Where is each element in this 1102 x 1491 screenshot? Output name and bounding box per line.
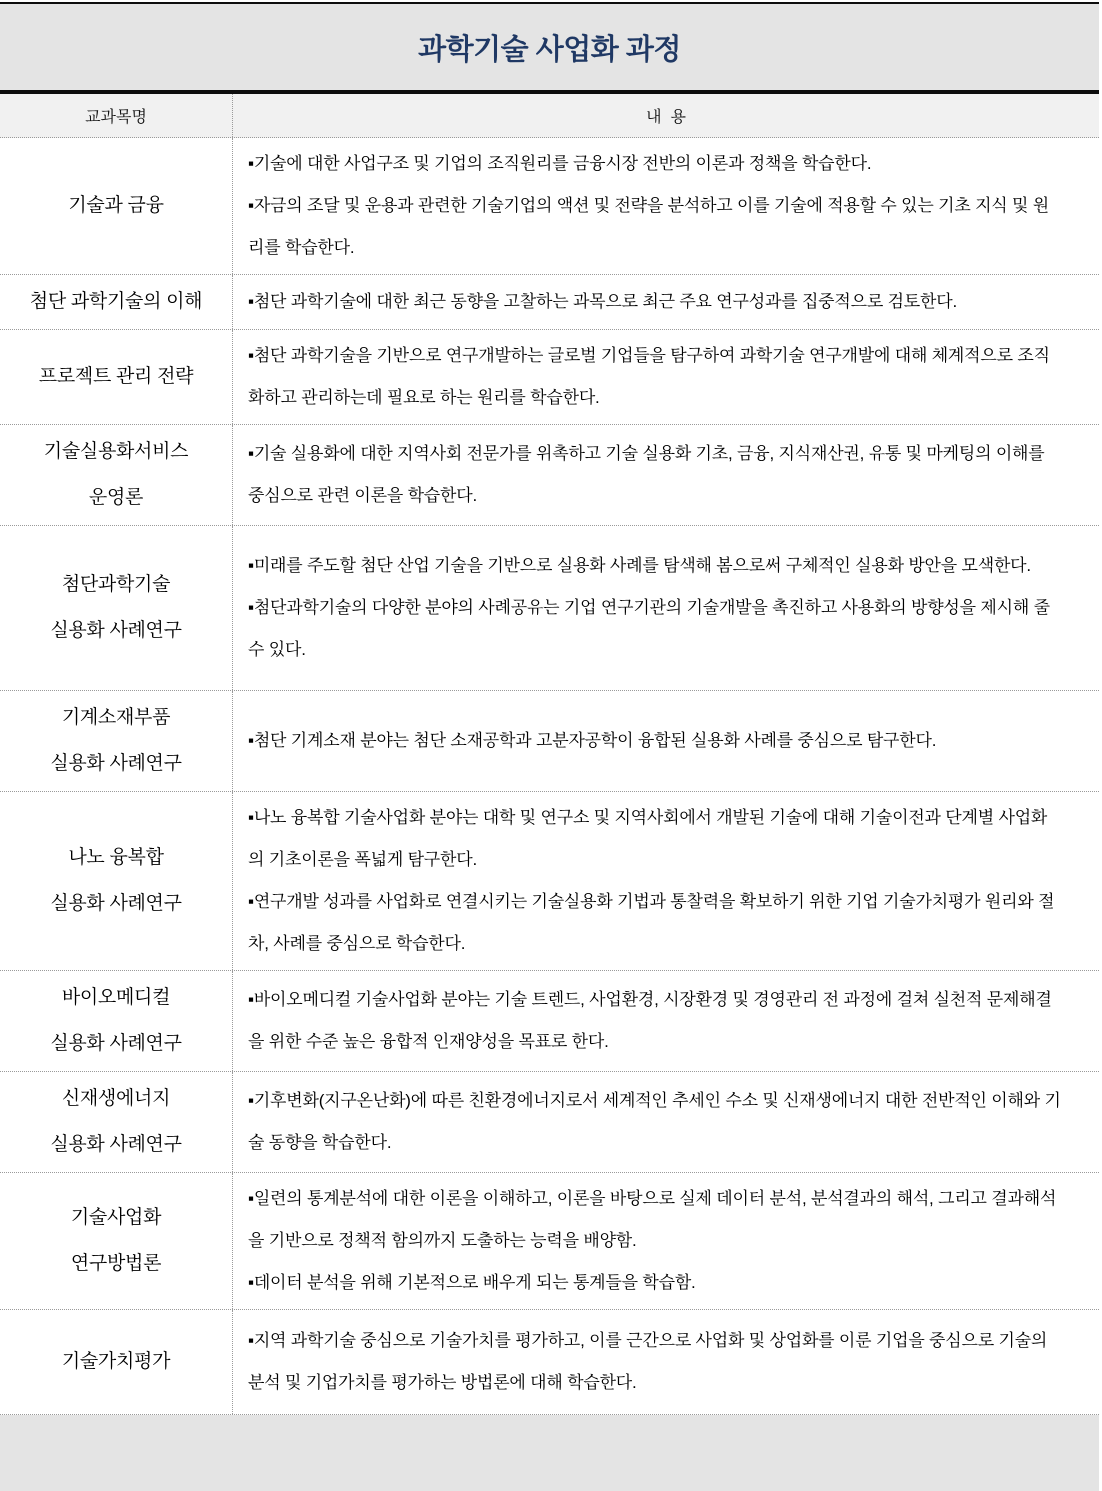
- course-content-cell: [233, 691, 1099, 791]
- course-name-line: 실용화 사례연구: [50, 893, 182, 914]
- course-name-cell: [0, 275, 233, 329]
- course-name-line: 실용화 사례연구: [50, 620, 182, 641]
- course-name-line: 실용화 사례연구: [50, 1134, 182, 1155]
- course-name-cell: [0, 330, 233, 424]
- course-name-line: 기술가치평가: [61, 1351, 171, 1372]
- course-name-cell: [0, 138, 233, 274]
- course-name-line: 바이오메디컬: [61, 987, 171, 1008]
- table-header-row: [0, 94, 1099, 138]
- course-name-line: 프로젝트 관리 전략: [38, 366, 194, 387]
- content-bullet-item: ▪연구개발 성과를 사업화로 연결시키는 기술실용화 기법과 통찰력을 확보하기 위한 기업 기술가치평가 원리와 절차, 사례를 중심으로 학습한다.: [248, 892, 1055, 953]
- content-bullet-item: ▪기술에 대한 사업구조 및 기업의 조직원리를 금융시장 전반의 이론과 정책을 학습한다.: [248, 154, 872, 173]
- course-content-cell: [233, 1310, 1099, 1414]
- content-bullet-item: ▪자금의 조달 및 운용과 관련한 기술기업의 액션 및 전략을 분석하고 이를 기술에 적용할 수 있는 기초 지식 및 원리를 학습한다.: [248, 196, 1050, 257]
- table-row: [0, 971, 1099, 1072]
- course-name-line: 첨단과학기술: [61, 574, 171, 595]
- table-row: [0, 330, 1099, 425]
- content-bullet-item: ▪기술 실용화에 대한 지역사회 전문가를 위촉하고 기술 실용화 기초, 금융, 지식재산권, 유통 및 마케팅의 이해를 중심으로 관련 이론을 학습한다.: [248, 444, 1045, 505]
- course-name-line: 운영론: [88, 487, 144, 508]
- course-name-line: 첨단 과학기술의 이해: [29, 291, 203, 312]
- table-header-content: 내 용: [646, 109, 686, 126]
- title-band: [0, 2, 1099, 94]
- course-content-cell: [233, 971, 1099, 1071]
- course-name-line: 연구방법론: [70, 1253, 162, 1274]
- course-name-line: 실용화 사례연구: [50, 753, 182, 774]
- table-row: [0, 526, 1099, 691]
- course-content-cell: [233, 1173, 1099, 1309]
- course-content-cell: [233, 792, 1099, 970]
- table-row: [0, 138, 1099, 275]
- course-content-cell: [233, 425, 1099, 525]
- course-name-line: 기술사업화: [70, 1207, 162, 1228]
- table-row: [0, 425, 1099, 526]
- course-name-cell: [0, 792, 233, 970]
- course-name-cell: [0, 691, 233, 791]
- table-row: [0, 1173, 1099, 1310]
- table-row: [0, 691, 1099, 792]
- content-bullet-item: ▪첨단 과학기술에 대한 최근 동향을 고찰하는 과목으로 최근 주요 연구성과를 집중적으로 검토한다.: [248, 292, 957, 311]
- course-name-cell: [0, 526, 233, 690]
- course-name-cell: [0, 1310, 233, 1414]
- course-content-cell: [233, 1072, 1099, 1172]
- course-name-line: 기술과 금융: [68, 195, 164, 216]
- course-content-cell: [233, 330, 1099, 424]
- table-row: [0, 1072, 1099, 1173]
- course-name-cell: [0, 1072, 233, 1172]
- course-name-cell: [0, 971, 233, 1071]
- course-name-cell: [0, 1173, 233, 1309]
- content-bullet-item: ▪일련의 통계분석에 대한 이론을 이해하고, 이론을 바탕으로 실제 데이터 분석, 분석결과의 해석, 그리고 결과해석을 기반으로 정책적 함의까지 도출하는 능력을 배양함.: [248, 1189, 1057, 1250]
- course-name-line: 신재생에너지: [61, 1088, 171, 1109]
- course-name-line: 기계소재부품: [61, 707, 171, 728]
- content-bullet-item: ▪미래를 주도할 첨단 산업 기술을 기반으로 실용화 사례를 탐색해 봄으로써 구체적인 실용화 방안을 모색한다.: [248, 556, 1031, 575]
- content-bullet-item: ▪첨단 기계소재 분야는 첨단 소재공학과 고분자공학이 융합된 실용화 사례를 중심으로 탐구한다.: [248, 731, 937, 750]
- table-row: [0, 275, 1099, 330]
- course-name-line: 기술실용화서비스: [43, 441, 189, 462]
- content-bullet-item: ▪바이오메디컬 기술사업화 분야는 기술 트렌드, 사업환경, 시장환경 및 경영관리 전 과정에 걸쳐 실천적 문제해결을 위한 수준 높은 융합적 인재양성을 목표로 한다.: [248, 990, 1052, 1051]
- course-name-cell: [0, 425, 233, 525]
- content-bullet-item: ▪데이터 분석을 위해 기본적으로 배우게 되는 통계들을 학습함.: [248, 1273, 696, 1292]
- course-content-cell: [233, 138, 1099, 274]
- table-row: [0, 792, 1099, 971]
- course-content-cell: [233, 275, 1099, 329]
- course-name-line: 실용화 사례연구: [50, 1033, 182, 1054]
- bottom-band: [0, 1415, 1099, 1491]
- content-bullet-item: ▪나노 융복합 기술사업화 분야는 대학 및 연구소 및 지역사회에서 개발된 기술에 대해 기술이전과 단계별 사업화의 기초이론을 폭넓게 탐구한다.: [248, 808, 1048, 869]
- course-name-line: 나노 융복합: [68, 847, 164, 868]
- content-bullet-item: ▪첨단 과학기술을 기반으로 연구개발하는 글로벌 기업들을 탐구하여 과학기술 연구개발에 대해 체계적으로 조직화하고 관리하는데 필요로 하는 원리를 학습한다.: [248, 346, 1050, 407]
- table-body: [0, 138, 1099, 1415]
- content-bullet-item: ▪기후변화(지구온난화)에 따른 친환경에너지로서 세계적인 추세인 수소 및 신재생에너지 대한 전반적인 이해와 기술 동향을 학습한다.: [248, 1091, 1061, 1152]
- content-bullet-item: ▪첨단과학기술의 다양한 분야의 사례공유는 기업 연구기관의 기술개발을 촉진하고 사용화의 방향성을 제시해 줄 수 있다.: [248, 598, 1050, 659]
- table-row: [0, 1310, 1099, 1415]
- table-header-course: 교과목명: [0, 94, 233, 137]
- page-title: 과학기술 사업화 과정: [418, 33, 681, 66]
- course-content-cell: [233, 526, 1099, 690]
- content-bullet-item: ▪지역 과학기술 중심으로 기술가치를 평가하고, 이를 근간으로 사업화 및 상업화를 이룬 기업을 중심으로 기술의 분석 및 기업가치를 평가하는 방법론에 대해 학습한다.: [248, 1331, 1048, 1392]
